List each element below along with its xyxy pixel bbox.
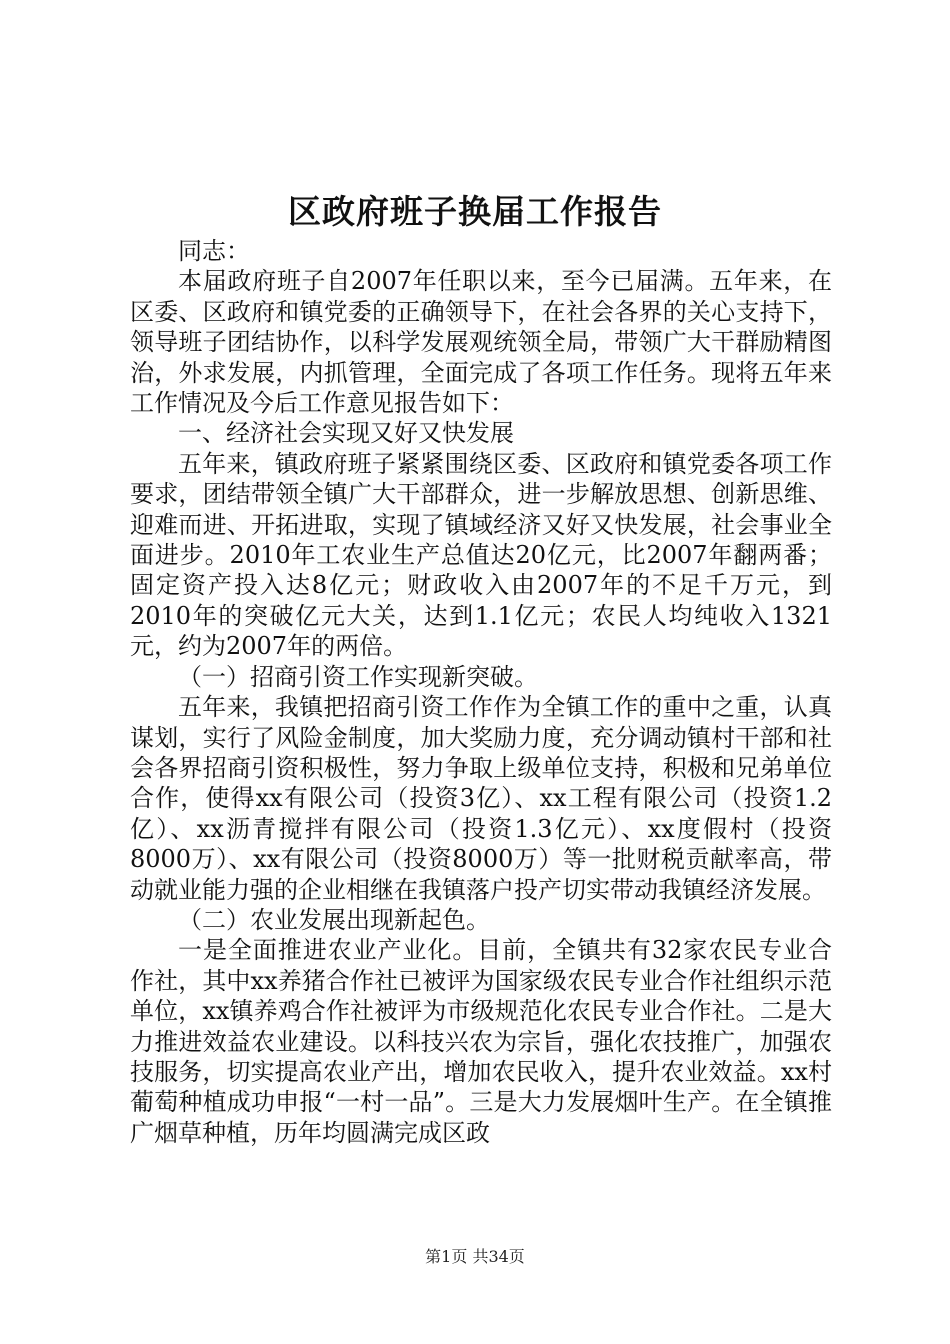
document-body (130, 236, 832, 1148)
document-title: 区政府班子换届工作报告 (288, 192, 662, 231)
subsection-heading-2: （二）农业发展出现新起色。 (178, 905, 490, 934)
section-heading-1: 一、经济社会实现又好又快发展 (178, 419, 514, 448)
paragraph-agriculture: 一是全面推进农业产业化。目前，全镇共有32家农民专业合作社，其中xx养猪合作社已被评为国家级农民专业合作社组织示范单位，xx镇养鸡合作社被评为市级规范化农民专业合作社。二是大力推进效益农业建设。以科技兴农为宗旨，强化农技推广，加强农技服务，切实提高农业产出，增加农民收入，提升农业效益。xx村葡萄种植成功申报“一村一品”。三是大力发展烟叶生产。在全镇推广烟草种植，历年均圆满完成区政 (130, 936, 832, 1147)
salutation: 同志： (178, 237, 250, 265)
subsection-heading-1: （一）招商引资工作实现新突破。 (178, 662, 538, 691)
paragraph-economy: 五年来，镇政府班子紧紧围绕区委、区政府和镇党委各项工作要求，团结带领全镇广大干部群众，进一步解放思想、创新思维、迎难而进、开拓进取，实现了镇域经济又好又快发展，社会事业全面进步。2010年工农业生产总值达20亿元，比2007年翻两番；固定资产投入达8亿元；财政收入由2007年的不足千万元，到2010年的突破亿元大关，达到1.1亿元；农民人均纯收入1321元，约为2007年的两倍。 (130, 449, 832, 661)
paragraph-intro: 本届政府班子自2007年任职以来，至今已届满。五年来，在区委、区政府和镇党委的正确领导下，在社会各界的关心支持下，领导班子团结协作，以科学发展观统领全局，带领广大干群励精图治，外求发展，内抓管理，全面完成了各项工作任务。现将五年来工作情况及今后工作意见报告如下： (130, 267, 832, 418)
paragraph-investment: 五年来，我镇把招商引资工作作为全镇工作的重中之重，认真谋划，实行了风险金制度，加大奖励力度，充分调动镇村干部和社会各界招商引资积极性，努力争取上级单位支持，积极和兄弟单位合作，使得xx有限公司（投资3亿）、xx工程有限公司（投资1.2亿）、xx沥青搅拌有限公司（投资1.3亿元）、xx度假村（投资8000万）、xx有限公司（投资8000万）等一批财税贡献率高，带动就业能力强的企业相继在我镇落户投产切实带动我镇经济发展。 (130, 693, 832, 904)
page-footer: 第1页 共34页 (425, 1247, 525, 1266)
